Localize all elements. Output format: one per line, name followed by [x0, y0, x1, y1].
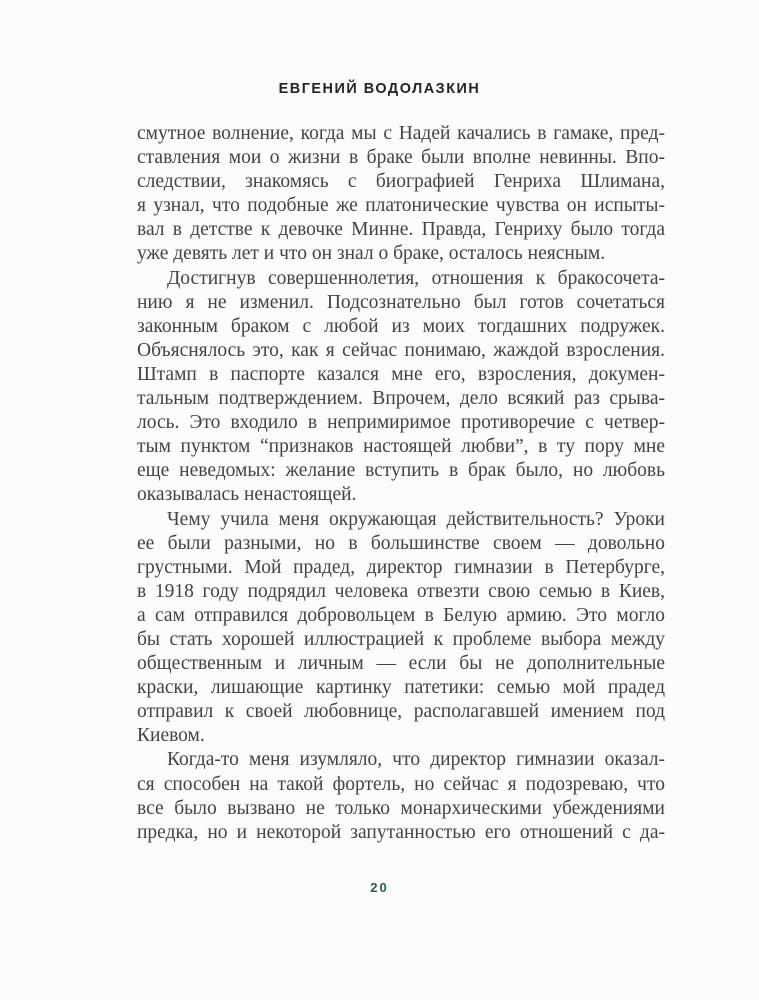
text-line: тым пунктом “признаков настоящей любви”, в ту пору мне: [137, 436, 665, 458]
text-line: Чему учила меня окружающая действительность? Уроки: [167, 508, 665, 530]
text-line: следствии, знакомясь с биографией Генриха Шлимана,: [137, 171, 665, 193]
text-line: еще неведомых: желание вступить в брак было, но любовь: [137, 460, 665, 482]
text-line: грустными. Мой прадед, директор гимназии в Петербурге,: [137, 556, 665, 578]
text-line: я узнал, что подобные же платонические чувства он испыты-: [137, 195, 665, 217]
text-line: законным браком с любой из моих тогдашних подружек.: [137, 315, 665, 337]
text-line: Штамп в паспорте казался мне его, взросления, докумен-: [137, 363, 665, 385]
text-line: тальным подтверждением. Впрочем, дело всякий раз срыва-: [137, 388, 665, 410]
text-line: уже девять лет и что он знал о браке, осталось неясным.: [137, 243, 606, 265]
text-line: бы стать хорошей иллюстрацией к проблеме выбора между: [137, 628, 665, 650]
text-line: нию я не изменил. Подсознательно был готов сочетаться: [137, 291, 665, 313]
text-line: лось. Это входило в непримиримое противоречие с четвер-: [137, 412, 665, 434]
paragraph: [137, 267, 665, 508]
text-line: а сам отправился добровольцем в Белую армию. Это могло: [137, 604, 665, 626]
text-line: оказывалась ненастоящей.: [137, 484, 357, 506]
text-line: Когда-то меня изумляло, что директор гимназии оказал-: [167, 749, 665, 771]
text-line: ее были разными, но в большинстве своем — довольно: [137, 532, 665, 554]
text-line: краски, лишающие картинку патетики: семью мой прадед: [137, 677, 665, 699]
text-line: предка, но и некоторой запутанностью его отношений с да-: [137, 821, 665, 843]
running-header: ЕВГЕНИЙ ВОДОЛАЗКИН: [278, 80, 481, 97]
text-line: Достигнув совершеннолетия, отношения к бракосочета-: [167, 267, 665, 289]
text-line: Объяснялось это, как я сейчас понимаю, жаждой взросления.: [137, 339, 665, 361]
text-line: общественным и личным — если бы не дополнительные: [137, 653, 665, 675]
text-line: ставления мои о жизни в браке были вполне невинны. Впо-: [137, 147, 665, 169]
text-line: вал в детстве к девочке Минне. Правда, Генриху было тогда: [137, 219, 665, 241]
paragraph: [137, 748, 665, 844]
paragraph: [137, 122, 665, 267]
paragraph: [137, 508, 665, 749]
page-number: 20: [370, 880, 389, 895]
text-line: в 1918 году подрядил человека отвезти свою семью в Киев,: [137, 580, 665, 602]
text-line: Киевом.: [137, 725, 205, 747]
text-line: все было вызвано не только монархическими убеждениями: [137, 797, 665, 819]
body-text: [137, 122, 665, 845]
text-line: ся способен на такой фортель, но сейчас я подозреваю, что: [137, 773, 665, 795]
text-line: отправил к своей любовнице, располагавшей имением под: [137, 701, 665, 723]
text-line: смутное волнение, когда мы с Надей качались в гамаке, пред-: [137, 123, 665, 144]
